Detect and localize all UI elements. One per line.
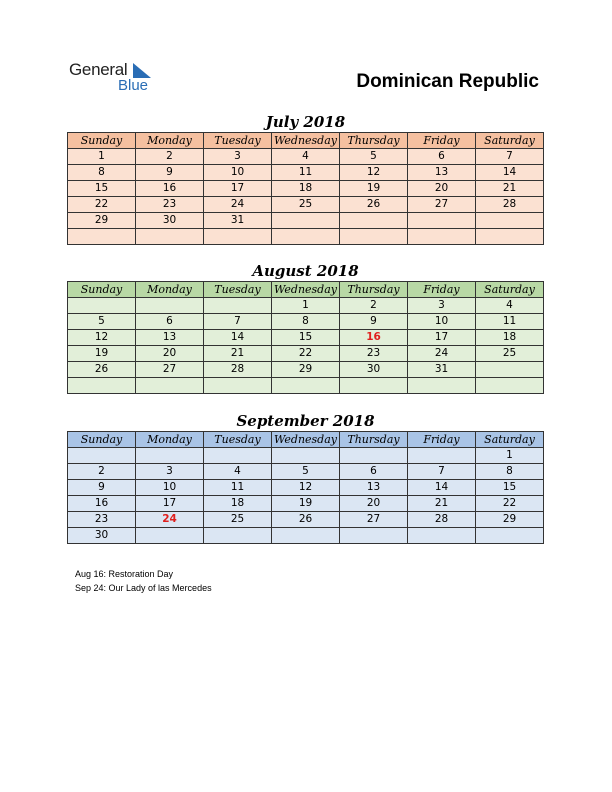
day-cell: 5 — [68, 314, 136, 330]
day-header: Tuesday — [204, 282, 272, 298]
day-cell: 3 — [408, 298, 476, 314]
week-row — [68, 528, 544, 544]
day-header: Thursday — [340, 133, 408, 149]
day-header: Tuesday — [204, 432, 272, 448]
day-cell: 29 — [272, 362, 340, 378]
day-header: Sunday — [68, 282, 136, 298]
week-row — [68, 149, 544, 165]
day-header: Wednesday — [272, 282, 340, 298]
day-cell: 14 — [204, 330, 272, 346]
day-cell: 25 — [476, 346, 544, 362]
day-cell: 26 — [340, 197, 408, 213]
empty-day-cell — [340, 213, 408, 229]
holiday-note: Sep 24: Our Lady of las Mercedes — [75, 583, 212, 593]
day-cell: 7 — [204, 314, 272, 330]
empty-day-cell — [136, 528, 204, 544]
day-cell: 28 — [408, 512, 476, 528]
empty-day-cell — [408, 229, 476, 245]
week-row — [68, 213, 544, 229]
week-row — [68, 464, 544, 480]
day-header: Thursday — [340, 432, 408, 448]
empty-day-cell — [476, 362, 544, 378]
week-row — [68, 480, 544, 496]
empty-day-cell — [408, 378, 476, 394]
calendar-table — [67, 431, 544, 544]
day-cell: 22 — [272, 346, 340, 362]
day-cell: 3 — [136, 464, 204, 480]
day-cell: 29 — [68, 213, 136, 229]
empty-day-cell — [272, 448, 340, 464]
day-cell: 13 — [340, 480, 408, 496]
week-row — [68, 448, 544, 464]
week-row — [68, 165, 544, 181]
logo — [69, 60, 169, 96]
day-header: Friday — [408, 282, 476, 298]
day-cell: 19 — [272, 496, 340, 512]
day-cell: 18 — [476, 330, 544, 346]
holiday-notes — [75, 567, 212, 595]
month-august — [67, 261, 544, 394]
day-header: Friday — [408, 432, 476, 448]
day-header: Wednesday — [272, 432, 340, 448]
empty-day-cell — [204, 528, 272, 544]
day-cell: 4 — [272, 149, 340, 165]
week-row — [68, 314, 544, 330]
empty-day-cell — [272, 229, 340, 245]
day-header: Saturday — [476, 133, 544, 149]
day-cell: 31 — [408, 362, 476, 378]
day-cell: 28 — [204, 362, 272, 378]
week-row — [68, 197, 544, 213]
empty-day-cell — [68, 378, 136, 394]
month-september — [67, 411, 544, 544]
day-cell: 10 — [408, 314, 476, 330]
day-cell: 4 — [204, 464, 272, 480]
empty-day-cell — [476, 229, 544, 245]
empty-day-cell — [340, 378, 408, 394]
day-cell: 11 — [272, 165, 340, 181]
day-cell: 13 — [408, 165, 476, 181]
day-cell: 2 — [136, 149, 204, 165]
day-cell: 11 — [476, 314, 544, 330]
logo-general-text: General — [69, 60, 128, 79]
day-header-row — [68, 133, 544, 149]
day-cell: 15 — [476, 480, 544, 496]
empty-day-cell — [204, 298, 272, 314]
day-cell: 11 — [204, 480, 272, 496]
day-cell: 10 — [204, 165, 272, 181]
day-cell: 1 — [476, 448, 544, 464]
week-row — [68, 346, 544, 362]
day-cell: 15 — [272, 330, 340, 346]
day-cell: 27 — [340, 512, 408, 528]
day-cell: 9 — [68, 480, 136, 496]
day-cell: 10 — [136, 480, 204, 496]
week-row — [68, 229, 544, 245]
day-header: Monday — [136, 432, 204, 448]
day-header: Wednesday — [272, 133, 340, 149]
week-row — [68, 496, 544, 512]
day-cell: 8 — [272, 314, 340, 330]
day-cell: 22 — [68, 197, 136, 213]
empty-day-cell — [272, 528, 340, 544]
week-row — [68, 181, 544, 197]
day-cell: 25 — [204, 512, 272, 528]
day-cell: 9 — [136, 165, 204, 181]
day-cell: 16 — [68, 496, 136, 512]
day-cell: 6 — [408, 149, 476, 165]
calendar-table — [67, 132, 544, 245]
month-title: August 2018 — [252, 262, 359, 280]
day-cell: 2 — [68, 464, 136, 480]
day-cell: 21 — [204, 346, 272, 362]
empty-day-cell — [204, 378, 272, 394]
day-cell: 13 — [136, 330, 204, 346]
day-cell: 5 — [272, 464, 340, 480]
day-cell: 24 — [136, 512, 204, 528]
day-cell: 29 — [476, 512, 544, 528]
day-cell: 22 — [476, 496, 544, 512]
day-cell: 20 — [408, 181, 476, 197]
week-row — [68, 362, 544, 378]
day-cell: 14 — [408, 480, 476, 496]
day-cell: 18 — [204, 496, 272, 512]
empty-day-cell — [272, 213, 340, 229]
day-header: Friday — [408, 133, 476, 149]
week-row — [68, 330, 544, 346]
day-cell: 3 — [204, 149, 272, 165]
day-cell: 2 — [340, 298, 408, 314]
day-cell: 17 — [204, 181, 272, 197]
week-row — [68, 512, 544, 528]
empty-day-cell — [408, 448, 476, 464]
month-title: September 2018 — [236, 412, 375, 430]
day-cell: 17 — [136, 496, 204, 512]
day-cell: 19 — [68, 346, 136, 362]
day-cell: 31 — [204, 213, 272, 229]
week-row — [68, 298, 544, 314]
day-cell: 28 — [476, 197, 544, 213]
empty-day-cell — [136, 378, 204, 394]
empty-day-cell — [204, 229, 272, 245]
day-cell: 12 — [340, 165, 408, 181]
day-cell: 20 — [136, 346, 204, 362]
empty-day-cell — [68, 229, 136, 245]
day-cell: 8 — [68, 165, 136, 181]
day-cell: 9 — [340, 314, 408, 330]
empty-day-cell — [340, 448, 408, 464]
day-cell: 30 — [136, 213, 204, 229]
day-cell: 19 — [340, 181, 408, 197]
empty-day-cell — [68, 298, 136, 314]
day-header-row — [68, 432, 544, 448]
day-cell: 12 — [272, 480, 340, 496]
empty-day-cell — [476, 528, 544, 544]
day-header: Monday — [136, 282, 204, 298]
day-header: Sunday — [68, 432, 136, 448]
day-cell: 6 — [340, 464, 408, 480]
empty-day-cell — [272, 378, 340, 394]
day-cell: 4 — [476, 298, 544, 314]
empty-day-cell — [68, 448, 136, 464]
day-cell: 23 — [136, 197, 204, 213]
day-cell: 17 — [408, 330, 476, 346]
day-cell: 20 — [340, 496, 408, 512]
country-title: Dominican Republic — [356, 71, 539, 92]
week-row — [68, 378, 544, 394]
month-title: July 2018 — [265, 113, 346, 131]
empty-day-cell — [136, 229, 204, 245]
logo-triangle-icon — [133, 63, 151, 78]
day-cell: 26 — [272, 512, 340, 528]
logo-blue-text: Blue — [118, 77, 149, 94]
day-cell: 7 — [476, 149, 544, 165]
day-header: Monday — [136, 133, 204, 149]
day-header: Tuesday — [204, 133, 272, 149]
empty-day-cell — [408, 213, 476, 229]
day-cell: 27 — [136, 362, 204, 378]
calendar-table — [67, 281, 544, 394]
empty-day-cell — [136, 448, 204, 464]
day-cell: 30 — [340, 362, 408, 378]
day-cell: 18 — [272, 181, 340, 197]
day-header: Saturday — [476, 432, 544, 448]
day-cell: 25 — [272, 197, 340, 213]
day-cell: 7 — [408, 464, 476, 480]
day-header: Sunday — [68, 133, 136, 149]
holiday-note: Aug 16: Restoration Day — [75, 569, 174, 579]
empty-day-cell — [340, 229, 408, 245]
day-cell: 21 — [408, 496, 476, 512]
empty-day-cell — [340, 528, 408, 544]
day-cell: 1 — [272, 298, 340, 314]
day-cell: 27 — [408, 197, 476, 213]
day-header: Saturday — [476, 282, 544, 298]
day-cell: 15 — [68, 181, 136, 197]
day-cell: 16 — [136, 181, 204, 197]
day-cell: 24 — [408, 346, 476, 362]
empty-day-cell — [476, 213, 544, 229]
day-cell: 23 — [340, 346, 408, 362]
empty-day-cell — [204, 448, 272, 464]
day-cell: 12 — [68, 330, 136, 346]
day-header-row — [68, 282, 544, 298]
day-cell: 24 — [204, 197, 272, 213]
day-cell: 16 — [340, 330, 408, 346]
month-july — [67, 112, 544, 245]
day-cell: 8 — [476, 464, 544, 480]
day-cell: 23 — [68, 512, 136, 528]
day-cell: 30 — [68, 528, 136, 544]
empty-day-cell — [408, 528, 476, 544]
day-cell: 6 — [136, 314, 204, 330]
day-cell: 14 — [476, 165, 544, 181]
day-header: Thursday — [340, 282, 408, 298]
empty-day-cell — [476, 378, 544, 394]
day-cell: 1 — [68, 149, 136, 165]
empty-day-cell — [136, 298, 204, 314]
day-cell: 26 — [68, 362, 136, 378]
day-cell: 21 — [476, 181, 544, 197]
day-cell: 5 — [340, 149, 408, 165]
